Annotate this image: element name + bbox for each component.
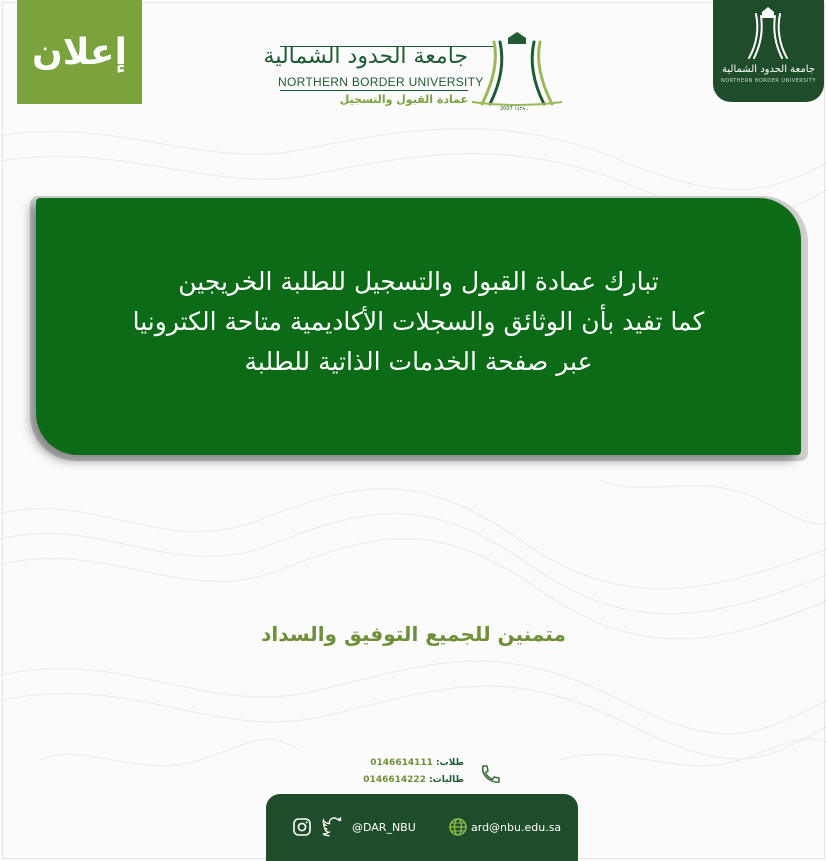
phone-number-male[interactable]: 0146614111 [370, 758, 433, 768]
tile-arabic-name: جامعة الحدود الشمالية [722, 64, 815, 75]
twitter-handle-link[interactable] [352, 816, 416, 838]
logo-years: 2007 ـ ١٤٢٨ [500, 106, 529, 112]
logo-rule-bottom [280, 90, 468, 91]
badge-label: إعلان [32, 31, 127, 73]
announcement-badge [17, 0, 142, 104]
phone-label-female: طالبات: [429, 775, 464, 785]
twitter-link[interactable] [322, 816, 344, 838]
logo-department-name: عمادة القبول والتسجيل [339, 93, 468, 106]
logo-english-name: NORTHERN BORDER UNIVERSITY [278, 75, 484, 89]
university-logo-center [263, 30, 568, 115]
twitter-icon [322, 817, 344, 837]
tile-english-name: NORTHERN BORDER UNIVERSITY [720, 78, 817, 84]
contact-footer [266, 794, 578, 861]
phone-line-male [370, 758, 464, 768]
email-link[interactable] [448, 816, 561, 838]
university-emblem-icon [472, 30, 562, 112]
closing-wishes: متمنين للجميع التوفيق والسداد [261, 622, 566, 646]
phone-label-male: طلاب: [436, 758, 464, 768]
announcement-line: كما تفيد بأن الوثائق والسجلات الأكاديمية متاحة الكترونيا [132, 307, 705, 336]
email-address: ard@nbu.edu.sa [471, 820, 562, 834]
phone-icon [478, 763, 500, 785]
logo-arabic-name: جامعة الحدود الشمالية [263, 44, 468, 69]
announcement-text [36, 262, 801, 382]
university-logo-tile [713, 0, 824, 102]
announcement-line: عبر صفحة الخدمات الذاتية للطلبة [244, 347, 593, 376]
globe-icon [448, 817, 468, 837]
instagram-icon [292, 817, 312, 837]
twitter-handle: @DAR_NBU [352, 820, 416, 834]
announcement-line: تبارك عمادة القبول والتسجيل للطلبة الخريجين [178, 267, 659, 296]
university-emblem-icon [743, 6, 793, 62]
instagram-link[interactable] [292, 816, 312, 838]
phone-number-female[interactable]: 0146614222 [363, 775, 426, 785]
announcement-panel [36, 198, 801, 455]
phone-line-female [363, 775, 464, 785]
phone-numbers [350, 755, 500, 791]
